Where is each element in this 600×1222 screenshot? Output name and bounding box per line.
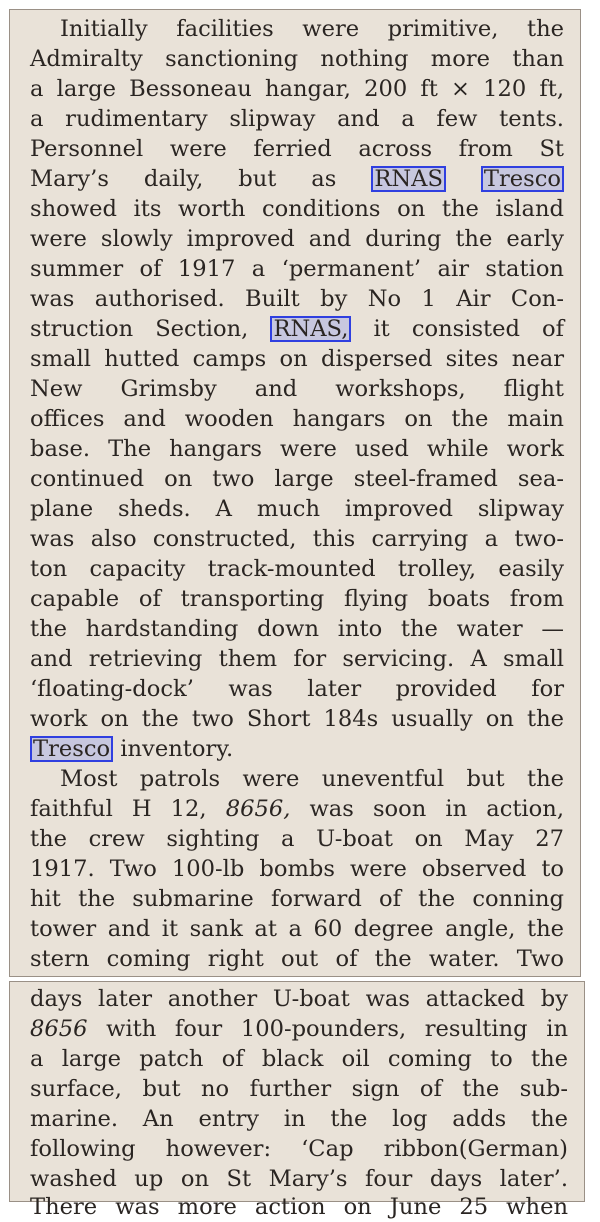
- text-line: [30, 314, 564, 344]
- text-line: [30, 494, 564, 524]
- text-segment: with four 100-pounders, resulting in: [87, 1016, 568, 1042]
- text-line: [30, 1164, 568, 1194]
- text-segment: Most patrols were uneventful but the: [60, 766, 564, 792]
- highlighted-term: RNAS: [371, 166, 446, 192]
- text-line: [30, 404, 564, 434]
- text-line: [30, 854, 564, 884]
- text-line: [30, 254, 564, 284]
- text-line: [30, 734, 564, 764]
- text-line: [30, 824, 564, 854]
- text-segment: tower and it sank at a 60 degree angle, the: [30, 916, 564, 942]
- text-line: [30, 134, 564, 164]
- text-line: [30, 584, 564, 614]
- text-line: [30, 164, 564, 194]
- text-segment: surface, but no further sign of the sub-: [30, 1076, 568, 1102]
- text-segment: offices and wooden hangars on the main: [30, 406, 564, 432]
- text-line: [30, 554, 564, 584]
- text-segment: showed its worth conditions on the island: [30, 196, 564, 222]
- text-segment: summer of 1917 a ‘permanent’ air station: [30, 256, 564, 282]
- text-segment: inventory.: [113, 736, 234, 762]
- text-line: [30, 524, 564, 554]
- text-segment: base. The hangars were used while work: [30, 436, 564, 462]
- text-line: [30, 464, 564, 494]
- text-segment: hit the submarine forward of the conning: [30, 886, 564, 912]
- text-line: [30, 1134, 568, 1164]
- text-line: [60, 14, 564, 44]
- text-line: [30, 914, 564, 944]
- cut-off-text-line: There was more action on June 25 when: [30, 1194, 568, 1220]
- text-segment: the hardstanding down into the water —: [30, 616, 564, 642]
- text-segment: ‘floating-dock’ was later provided for: [30, 676, 564, 702]
- text-segment: a large Bessoneau hangar, 200 ft × 120 ft,: [30, 76, 564, 102]
- text-segment: was also constructed, this carrying a two-: [30, 526, 564, 552]
- text-segment: faithful H 12,: [30, 796, 226, 822]
- text-segment: were slowly improved and during the early: [30, 226, 564, 252]
- text-line: [30, 644, 564, 674]
- text-line: [30, 434, 564, 464]
- text-segment: washed up on St Mary’s four days later’.: [30, 1166, 568, 1192]
- text-segment: New Grimsby and workshops, flight: [30, 376, 564, 402]
- text-line: [30, 194, 564, 224]
- text-line: [30, 1074, 568, 1104]
- text-segment: Mary’s daily, but as: [30, 166, 372, 192]
- text-segment: small hutted camps on dispersed sites near: [30, 346, 564, 372]
- text-line: [30, 224, 564, 254]
- text-line: [30, 984, 568, 1014]
- text-line: [30, 1104, 568, 1134]
- text-segment: 1917. Two 100-lb bombs were observed to: [30, 856, 564, 882]
- text-segment: and retrieving them for servicing. A small: [30, 646, 564, 672]
- text-segment: days later another U-boat was attacked by: [30, 986, 568, 1012]
- text-line: [30, 374, 564, 404]
- text-segment: following however: ‘Cap ribbon(German): [30, 1136, 568, 1162]
- text-segment: work on the two Short 184s usually on the: [30, 706, 564, 732]
- text-segment: [446, 166, 481, 192]
- text-segment: capable of transporting flying boats from: [30, 586, 564, 612]
- text-segment: plane sheds. A much improved slipway: [30, 496, 564, 522]
- text-segment: continued on two large steel-framed sea-: [30, 466, 564, 492]
- text-segment: was authorised. Built by No 1 Air Con-: [30, 286, 564, 312]
- highlighted-term: RNAS,: [270, 316, 351, 342]
- scanned-text-clip-top: [9, 9, 581, 977]
- text-line: [30, 44, 564, 74]
- text-line: [30, 344, 564, 374]
- text-segment: the crew sighting a U-boat on May 27: [30, 826, 564, 852]
- text-segment: Admiralty sanctioning nothing more than: [30, 46, 564, 72]
- text-segment: Initially facilities were primitive, the: [60, 16, 564, 42]
- text-line: [30, 104, 564, 134]
- text-line: [30, 884, 564, 914]
- highlighted-term: Tresco: [30, 736, 113, 762]
- text-line: [30, 614, 564, 644]
- text-line: [30, 674, 564, 704]
- text-line: [30, 284, 564, 314]
- text-line: [60, 764, 564, 794]
- text-line: [30, 1044, 568, 1074]
- text-segment: stern coming right out of the water. Two: [30, 946, 564, 972]
- italic-serial-number: 8656: [30, 1016, 88, 1042]
- text-segment: marine. An entry in the log adds the: [30, 1106, 568, 1132]
- text-line: [30, 944, 564, 974]
- text-segment: struction Section,: [30, 316, 271, 342]
- text-segment: it consisted of: [351, 316, 565, 342]
- text-segment: was soon in action,: [290, 796, 564, 822]
- text-segment: a large patch of black oil coming to the: [30, 1046, 568, 1072]
- italic-serial-number: 8656,: [225, 796, 291, 822]
- highlighted-term: Tresco: [481, 166, 564, 192]
- text-segment: ton capacity track-mounted trolley, easily: [30, 556, 564, 582]
- text-line: [30, 794, 564, 824]
- text-line: [30, 1014, 568, 1044]
- scanned-text-clip-bottom: [9, 981, 585, 1220]
- text-line: [30, 74, 564, 104]
- text-segment: Personnel were ferried across from St: [30, 136, 564, 162]
- text-line: [30, 704, 564, 734]
- text-segment: a rudimentary slipway and a few tents.: [30, 106, 564, 132]
